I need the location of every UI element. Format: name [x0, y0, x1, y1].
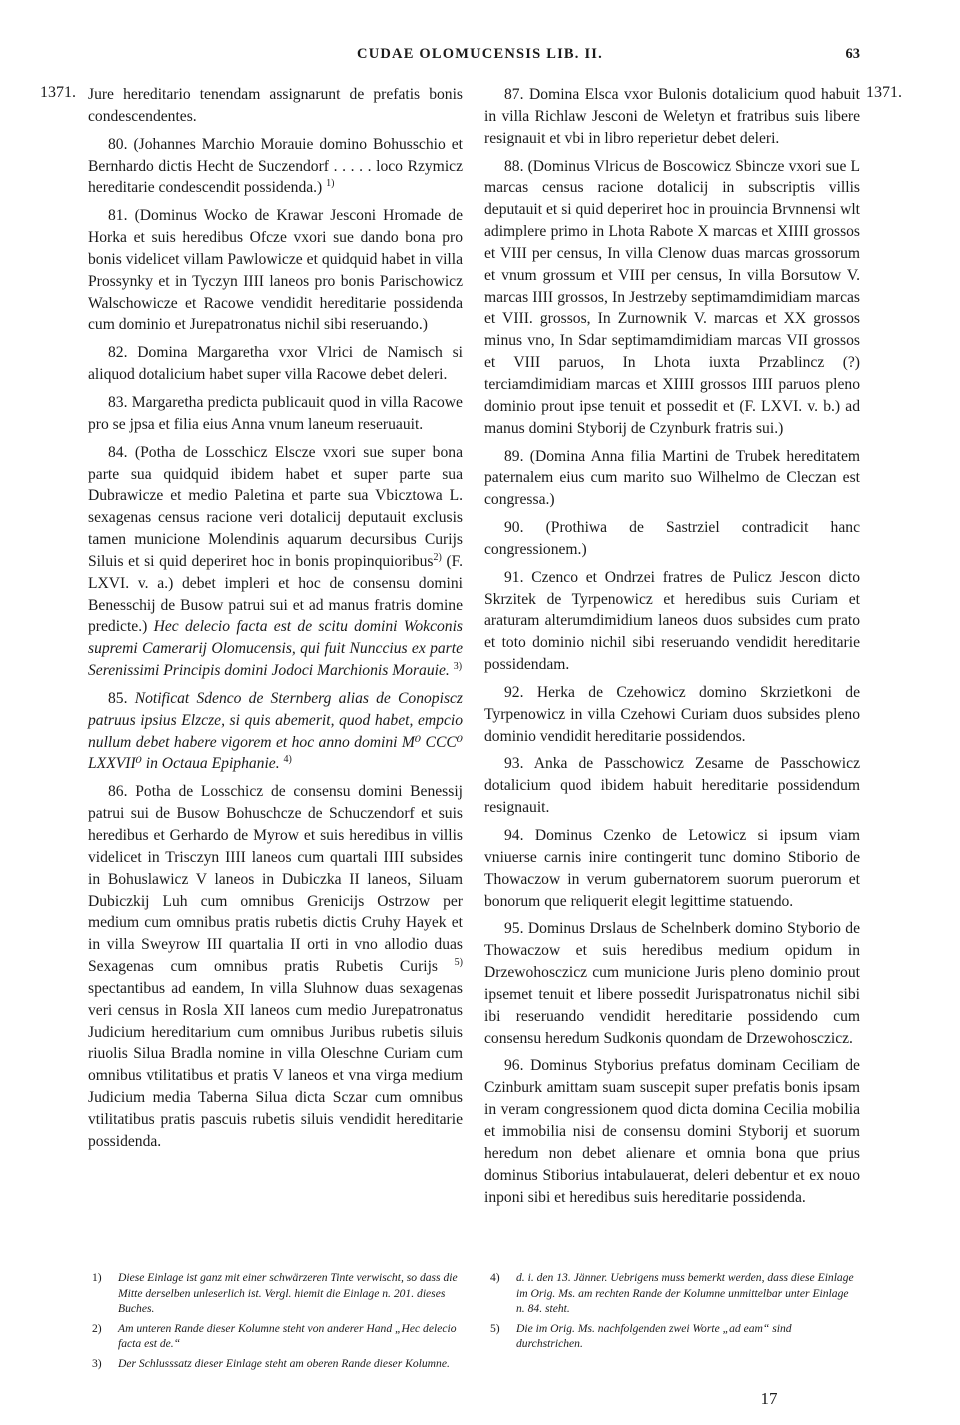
running-title: CUDAE OLOMUCENSIS LIB. II. — [357, 46, 603, 62]
entry-95: 95. Dominus Drslaus de Schelnberk domino Styborio de Thowaczow et suis heredibus medium opidum in Drzewohosczicz cum municione Juris pleno dominio prout ipsemet tenuit et libere possedit Jurispatronatus nichil sibi ibi reseruando vendidit hereditarie possidendo cum consensu heredum Sudkonis quondam de Drzewohosczicz. — [484, 920, 860, 1047]
entry-93: 93. Anka de Passchowicz Zesame de Passchowicz dotalicium quod ibidem habuit hereditarie possidendum resignauit. — [484, 755, 860, 817]
footnote: 5) Die im Orig. Ms. nachfolgenden zwei Worte „ad eam“ sind durchstrichen. — [490, 1321, 792, 1350]
footnotes-right — [490, 1270, 860, 1356]
left-column — [88, 84, 463, 1159]
footnote: 1) Diese Einlage ist ganz mit einer schwärzeren Tinte verwischt, so dass die Mitte derselben unleserlich ist. Vergl. hiemit die Einlage n. 201. dieses Buches. — [92, 1271, 458, 1315]
footnote-ref: 2) — [433, 551, 442, 563]
entry-96: 96. Dominus Styborius prefatus dominam Ceciliam de Czinburk amittam suam suscepit super prefatis bonis ipsam in veram congressionem quod dicta domina Cecilia mobilia et immobilia nisi de consensu domini Styborij et suorum heredum non debet alienare et omnia bona que prius dominus Stiborius intabulauerat, deleri debentur et ex nouo inponi sibi et heredibus suis hereditarie possidenda. — [484, 1057, 860, 1206]
signature-mark: 17 — [760, 1389, 778, 1408]
entry-85: 85. Notificat Sdenco de Sternberg alias de Conopiscz patruus ipsius Elzcze, si quis abemerit, quod habet, empcio nullum debet habere vigorem et hoc anno domini M⁰ CCC⁰ LXXVII⁰ in Octaua Epiphanie. $^{4)}$ — [88, 689, 463, 773]
footnote-ref: 5) — [454, 956, 463, 968]
entry-88: 88. (Dominus Vlricus de Boscowicz Sbincze vxori sue L marcas census racione dotalicij in subscriptis villis deputauit et si quid deperiret hoc in prouincia Brvnnensi wlt adimplere primo in Lhota Rabote X marcas et XIIII grossos et VIII per census, In villa Clenow duas marcas grossorum et vnum grossum et VIII per census, In villa Borsutow V. marcas IIII grossos, In Jestrzeby septimamdimidiam marcas et VIII. grossos, In Zurnownik V. marcas et XX grossos minus vno, In Sdar septimamdimidiam marcas VII grossos et VIII paruos, In Lhota iuxta Przablincz (?) terciamdimidiam marcas et XIIII grossos IIII paruos pleno dominio prout ipse tenuit et possedit et (F. LXVI. v. b.) ad manus domini Styborij de Czynburk fratris sui.) — [484, 157, 860, 437]
entry-81: 81. (Dominus Wocko de Krawar Jesconi Hromade de Horka et suis heredibus Ofcze vxori sue dando bona pro bonis videlicet villam Pawlowicze et quidquid habet in villa Prossynky et in Tyczyn IIII laneos pro bonis Parischowicz Walschowicze et Racowe vendidit hereditarie possidenda cum dominio et Jurepatronatus nichil sibi reseruando.) — [88, 207, 463, 334]
footnotes-left — [92, 1270, 460, 1375]
entry-94: 94. Dominus Czenko de Letowicz si ipsum viam vniuerse carnis inire contingerit tunc domino Stiborio de Thowaczow in verum gubernatorem suorum puerorum et bonorum que reliquerit elegit legittime statuendo. — [484, 827, 860, 910]
entry-91: 91. Czenco et Ondrzei fratres de Pulicz Jescon dicto Skrzitek de Tyrpenowicz et heredibus suis Curiam et araturam alterumdimidium laneos duos subsides cum prato et toto dominio nichil sibi reseruando vendidit hereditarie possidendam. — [484, 568, 860, 674]
entry-89: 89. (Domina Anna filia Martini de Trubek hereditatem paternalem eius cum marito suo Wilhelmo de Cleczan est congressa.) — [484, 447, 860, 509]
footnote-ref: 4) — [283, 754, 292, 766]
entry-86: 86. Potha de Losschicz de consensu domini Benessij patrui sui de Busow Bohuschcze de Schuczendorf et suis heredibus et Gerhardo de Myrow et suis heredibus in villis videlicet in Trisczyn IIII laneos cum quartali IIII subsides in Bohuslawicz V laneos in Dubiczka II laneos, Siluam Dubiczkij Luh cum omnibus Grenicijs Ostrzow per medium cum omnibus pratis rubetis dictis Cruhy Hayek et in villa Sweyrow III quartalia II orti in vno allodio duas Sexagenas cum omnibus pratis Rubetis Curijs $^{5)}$ spectantibus ad eandem, In villa Sluhnow duas sexagenas veri census in Rosla XII laneos cum medio Jurepatronatus Judicium hereditarium cum omnibus Juribus rubetis siluis riuolis Silua Bradla nomine in villa Oleschne Curiam cum omnibus vtilitatibus et pratis V laneos et vna virga medium Judicium media Taberna Silua dicta Sczar cum omnibus vtilitatibus pratis pascuis rubetis siluis vendidit hereditarie possidenda. — [88, 783, 463, 1150]
entry-90: 90. (Prothiwa de Sastrziel contradicit hanc congressionem.) — [484, 519, 860, 558]
entry-83: 83. Margaretha predicta publicauit quod in villa Racowe pro se jpsa et filia eius Anna vnum laneum reseruauit. — [88, 393, 463, 433]
margin-year-right: 1371. — [866, 84, 902, 101]
page-header — [0, 46, 960, 70]
entry-84: 84. (Potha de Losschicz Elscze vxori sue super bona parte sua quidquid ibidem habet et super parte sua Dubrawicze et medio Paletina et parte sua Vbicztowa L. sexagenas census racione veri dotalicij deputauit exclusis tamen municione Molendinis aquarum decursibus Curijs Siluis et si quid deperiret hoc in bonis propinquioribus$^{2)}$ (F. LXVI. v. a.) debet impleri et hoc de consensu domini Benesschij de Busow patrui sui et ad manus fratris domine predicte.) Hec delecio facta est de scitu domini Wokconis supremi Camerarij Olomucensis, qui fuit Nunccius ex parte Serenissimi Principis domini Jodoci Marchionis Morauie. $^{3)}$ — [88, 443, 463, 680]
footnote: 3) Der Schlusssatz dieser Einlage steht am oberen Rande dieser Kolumne. — [92, 1356, 450, 1370]
footnote: 2) Am unteren Rande dieser Kolumne steht von anderer Hand „Hec delecio facta est de.“ — [92, 1321, 457, 1350]
entry-87: 87. Domina Elsca vxor Bulonis dotalicium quod habuit in villa Richlaw Jesconi de Weletyn et fratribus suis libere resignauit et vbi in libro reperietur debet deleri. — [484, 86, 860, 147]
entry-80: 80. (Johannes Marchio Morauie domino Bohusschio et Bernhardo dictis Hecht de Suczendorf . . . . . loco Rzymicz hereditarie condescendit possidenda.) $^{1)}$ — [88, 135, 463, 197]
entry-82: 82. Domina Margaretha vxor Vlrici de Namisch si aliquod dotalicium habet super villa Racowe debet deleri. — [88, 344, 463, 384]
right-column — [484, 84, 860, 1214]
page-number: 63 — [845, 46, 860, 62]
entry-79-continuation: Jure hereditario tenendam assignarunt de prefatis bonis condescendentes. — [88, 86, 463, 125]
footnote-ref: 3) — [453, 660, 463, 672]
entry-92: 92. Herka de Czehowicz domino Skrzietkoni de Tyrpenowicz in villa Czehowi Curiam duos subsides pleno dominio vendidit hereditarie possidendos. — [484, 683, 860, 745]
footnote: 4) d. i. den 13. Jänner. Uebrigens muss bemerkt werden, dass diese Einlage im Orig. Ms. am rechten Rande der Kolumne unmittelbar unter Einlage n. 84. steht. — [490, 1271, 854, 1315]
margin-year-left: 1371. — [40, 84, 76, 101]
footnote-ref: 1) — [326, 178, 335, 190]
